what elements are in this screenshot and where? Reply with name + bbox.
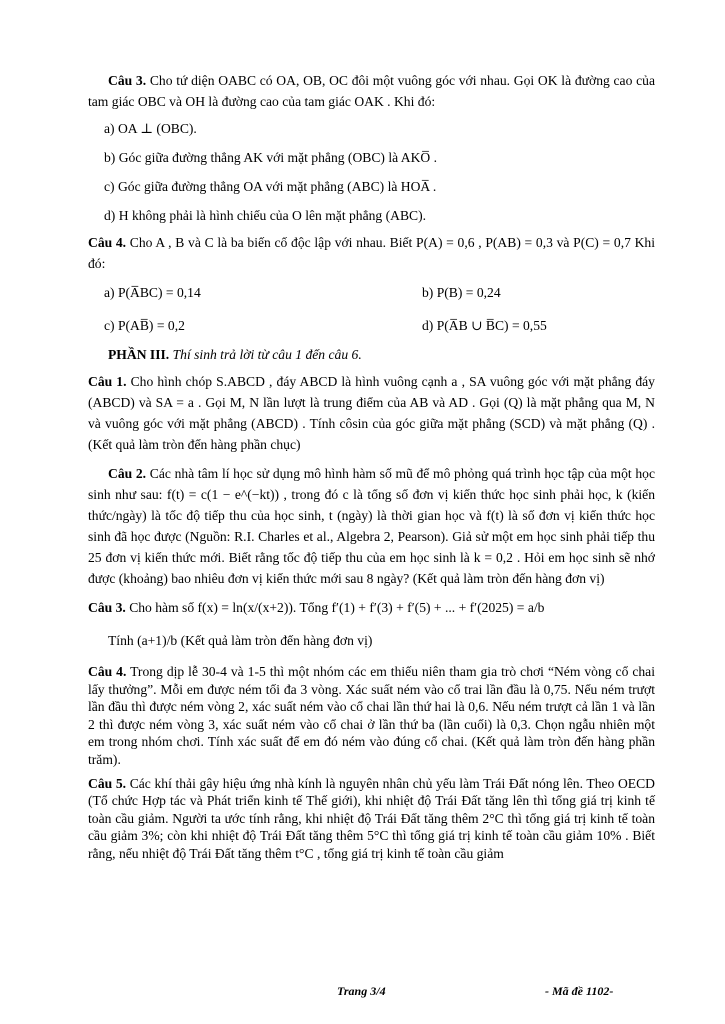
question-2 <box>88 463 655 589</box>
question-text: Các khí thải gây hiệu ứng nhà kính là nguyên nhân chủ yếu làm Trái Đất nóng lên. Theo OECD (Tổ chức Hợp tác và Phát triển kinh tế Thế giới), khi nhiệt độ Trái Đất tăng lên thì tổng giá trị kinh tế toàn cầu giảm. Người ta ước tính rằng, khi nhiệt độ Trái Đất tăng thêm 2°C thì tổng giá trị kinh tế toàn cầu giảm 3%; còn khi nhiệt độ Trái Đất tăng thêm 5°C thì tổng giá trị kinh tế toàn cầu giảm 10% . Biết rằng, nếu nhiệt độ Trái Đất tăng thêm t°C , tổng giá trị kinh tế toàn cầu giảm <box>88 775 655 861</box>
question-3 <box>88 597 655 618</box>
question-label: Câu 4. <box>88 664 127 679</box>
page-number: Trang 3/4 <box>337 984 386 998</box>
option-b: b) P(B) = 0,24 <box>422 285 501 300</box>
part-title: PHẦN III. <box>108 347 170 362</box>
question-stem: Cho A , B và C là ba biến cố độc lập với nhau. Biết P(A) = 0,6 , P(AB) = 0,3 và P(C) = 0,7 Khi đó: <box>88 235 655 271</box>
option-a: a) P(A̅BC) = 0,14 <box>104 285 201 300</box>
option-b: b) Góc giữa đường thẳng AK với mặt phẳng (OBC) là AKO̅ . <box>104 150 438 165</box>
part-subtitle: Thí sinh trả lời từ câu 1 đến câu 6. <box>172 347 362 362</box>
question-3-task: Tính (a+1)/b (Kết quả làm tròn đến hàng đơn vị) <box>108 633 373 648</box>
question-4-mc <box>88 232 655 274</box>
question-label: Câu 4. <box>88 235 127 250</box>
question-1 <box>88 371 655 455</box>
question-text: Cho hàm số f(x) = ln(x/(x+2)). Tổng f′(1) + f′(3) + f′(5) + ... + f′(2025) = a/b <box>129 600 545 615</box>
options-row-1 <box>104 282 655 303</box>
option-a: a) OA ⊥ (OBC). <box>104 121 197 136</box>
question-4 <box>88 663 655 769</box>
options-row-2 <box>104 315 655 336</box>
option-d: d) H không phải là hình chiếu của O lên mặt phẳng (ABC). <box>104 208 427 223</box>
question-text: Các nhà tâm lí học sử dụng mô hình hàm số mũ để mô phỏng quá trình học tập của một học sinh như sau: f(t) = c(1 − e^(−kt)) , trong đó c là tổng số đơn vị kiến thức học sinh phải học, k (kiến thức/ngày) là tốc độ tiếp thu của học sinh, t (ngày) là thời gian học và f(t) là số đơn vị kiến thức học sinh đã học được (Nguồn: R.I. Charles et al., Algebra 2, Pearson). Giả sử một em học sinh phải tiếp thu 25 đơn vị kiến thức mới. Biết rằng tốc độ tiếp thu của em học sinh là k = 0,2 . Hỏi em học sinh sẽ nhớ được (khoảng) bao nhiêu đơn vị kiến thức mới sau 8 ngày? (Kết quả làm tròn đến hàng đơn vị) <box>88 466 655 586</box>
question-text: Cho hình chóp S.ABCD , đáy ABCD là hình vuông cạnh a , SA vuông góc với mặt phẳng đáy (ABCD) và SA = a . Gọi M, N lần lượt là trung điểm của AB và AD . Gọi (Q) là mặt phẳng qua M, N và vuông góc với mặt phẳng (ABCD) . Tính côsin của góc giữa mặt phẳng (SCD) và mặt phẳng (Q) . (Kết quả làm tròn đến hàng phần chục) <box>88 374 655 452</box>
question-label: Câu 3. <box>88 600 126 615</box>
question-5 <box>88 775 655 863</box>
option-d: d) P(A̅B ∪ B̅C) = 0,55 <box>422 318 547 333</box>
question-label: Câu 5. <box>88 775 127 791</box>
question-label: Câu 2. <box>108 466 147 481</box>
question-text: Trong dịp lễ 30-4 và 1-5 thì một nhóm các em thiếu niên tham gia trò chơi “Ném vòng cổ chai lấy thưởng”. Mỗi em được ném tối đa 3 vòng. Xác suất ném vào cổ trai lần đầu là 0,75. Nếu ném trượt lần đầu thì được ném vòng 2, xác suất ném vào cổ chai lần thứ hai là 0,6. Nếu ném trượt cả lần 1 và lần 2 thì được ném vòng 3, xác suất ném vào cổ chai ở lần thứ ba (lần cuối) là 0,3. Chọn ngẫu nhiên một em trong nhóm chơi. Tính xác suất để em đó ném vào đúng cổ chai. (Kết quả làm tròn đến hàng phần trăm). <box>88 664 655 767</box>
exam-page <box>88 70 655 863</box>
question-stem: Cho tứ diện OABC có OA, OB, OC đôi một vuông góc với nhau. Gọi OK là đường cao của tam giác OBC và OH là đường cao của tam giác OAK . Khi đó: <box>88 73 655 109</box>
question-3-mc <box>88 70 655 112</box>
part-3-heading <box>88 344 655 365</box>
option-c: c) Góc giữa đường thẳng OA với mặt phẳng (ABC) là HOA̅ . <box>104 179 437 194</box>
question-label: Câu 1. <box>88 374 127 389</box>
question-label: Câu 3. <box>108 73 147 88</box>
exam-code: - Mã đề 1102- <box>545 984 614 998</box>
option-c: c) P(AB̅) = 0,2 <box>104 318 185 333</box>
